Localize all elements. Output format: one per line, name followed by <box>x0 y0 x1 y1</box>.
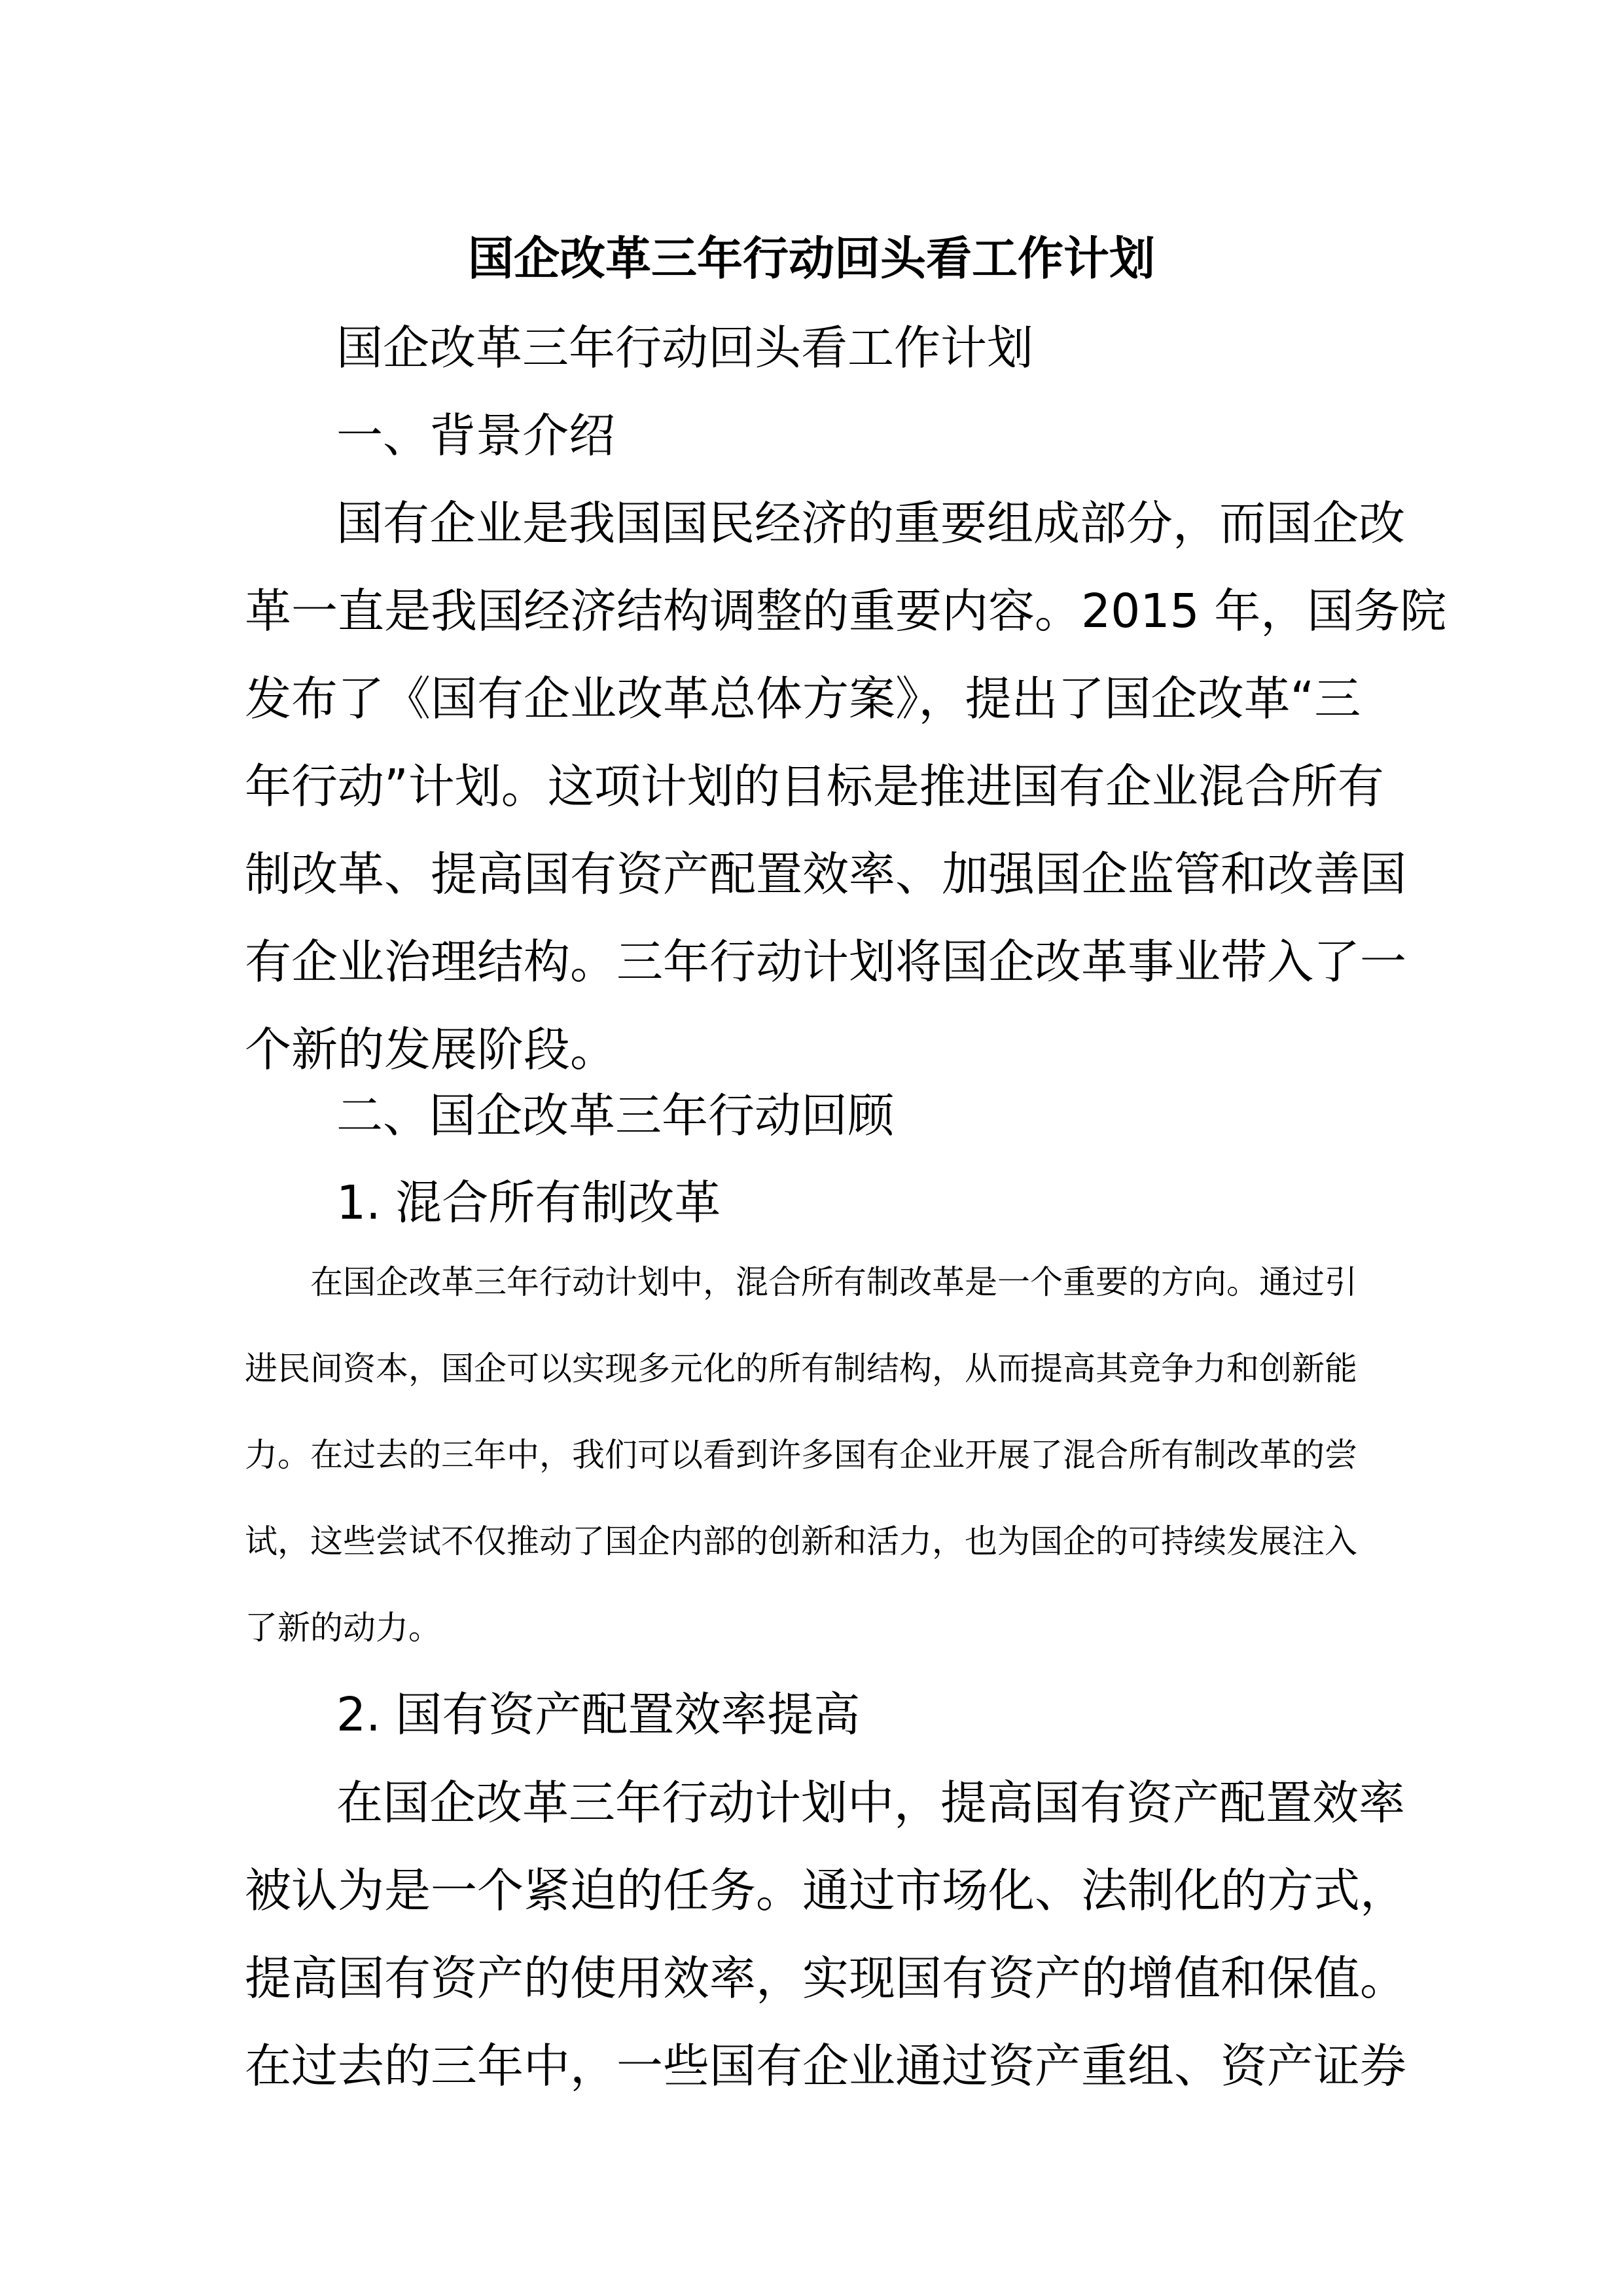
paragraph-line: 在国企改革三年行动计划中，混合所有制改革是一个重要的方向。通过引 <box>310 1263 1357 1301</box>
paragraph-line: 国有企业是我国国民经济的重要组成部分，而国企改 <box>336 496 1406 550</box>
document-title: 国企改革三年行动回头看工作计划 <box>468 232 1155 285</box>
paragraph-line: 提高国有资产的使用效率，实现国有资产的增值和保值。 <box>245 1951 1407 2005</box>
paragraph-line: 年行动”计划。这项计划的目标是推进国有企业混合所有 <box>245 759 1384 814</box>
paragraph-line: 制改革、提高国有资产配置效率、加强国企监管和改善国 <box>245 847 1407 901</box>
subsection-2-heading-text: 2. 国有资产配置效率提高 <box>336 1687 861 1742</box>
paragraph-line: 革一直是我国经济结构调整的重要内容。2015 年，国务院 <box>245 584 1447 638</box>
asset-efficiency-paragraph <box>245 1759 1410 2110</box>
document-subtitle <box>245 304 1410 392</box>
paragraph-line: 力。在过去的三年中，我们可以看到许多国有企业开展了混合所有制改革的尝 <box>245 1436 1357 1474</box>
mixed-ownership-paragraph <box>245 1239 1410 1671</box>
subsection-2-heading <box>245 1671 1410 1759</box>
subsection-1-heading-text: 1. 混合所有制改革 <box>336 1175 721 1230</box>
background-paragraph <box>245 480 1447 1094</box>
paragraph-line: 被认为是一个紧迫的任务。通过市场化、法制化的方式， <box>245 1863 1407 1918</box>
paragraph-line: 进民间资本，国企可以实现多元化的所有制结构，从而提高其竞争力和创新能 <box>245 1350 1357 1388</box>
section-1-heading-text: 一、背景介绍 <box>336 408 616 463</box>
section-2-heading-text: 二、国企改革三年行动回顾 <box>336 1088 895 1143</box>
paragraph-line: 了新的动力。 <box>245 1609 441 1647</box>
paragraph-line: 在国企改革三年行动计划中，提高国有资产配置效率 <box>336 1776 1406 1830</box>
paragraph-line: 发布了《国有企业改革总体方案》，提出了国企改革“三 <box>245 672 1361 726</box>
section-2-heading <box>245 1072 1410 1160</box>
paragraph-line: 个新的发展阶段。 <box>245 1022 617 1077</box>
paragraph-line: 试，这些尝试不仅推动了国企内部的创新和活力，也为国企的可持续发展注入 <box>245 1522 1357 1560</box>
paragraph-line: 在过去的三年中，一些国有企业通过资产重组、资产证券 <box>245 2039 1407 2093</box>
paragraph-line: 有企业治理结构。三年行动计划将国企改革事业带入了一 <box>245 935 1407 989</box>
subtitle-text: 国企改革三年行动回头看工作计划 <box>336 321 1034 375</box>
section-1-heading <box>245 392 1410 480</box>
subsection-1-heading <box>245 1159 1410 1247</box>
